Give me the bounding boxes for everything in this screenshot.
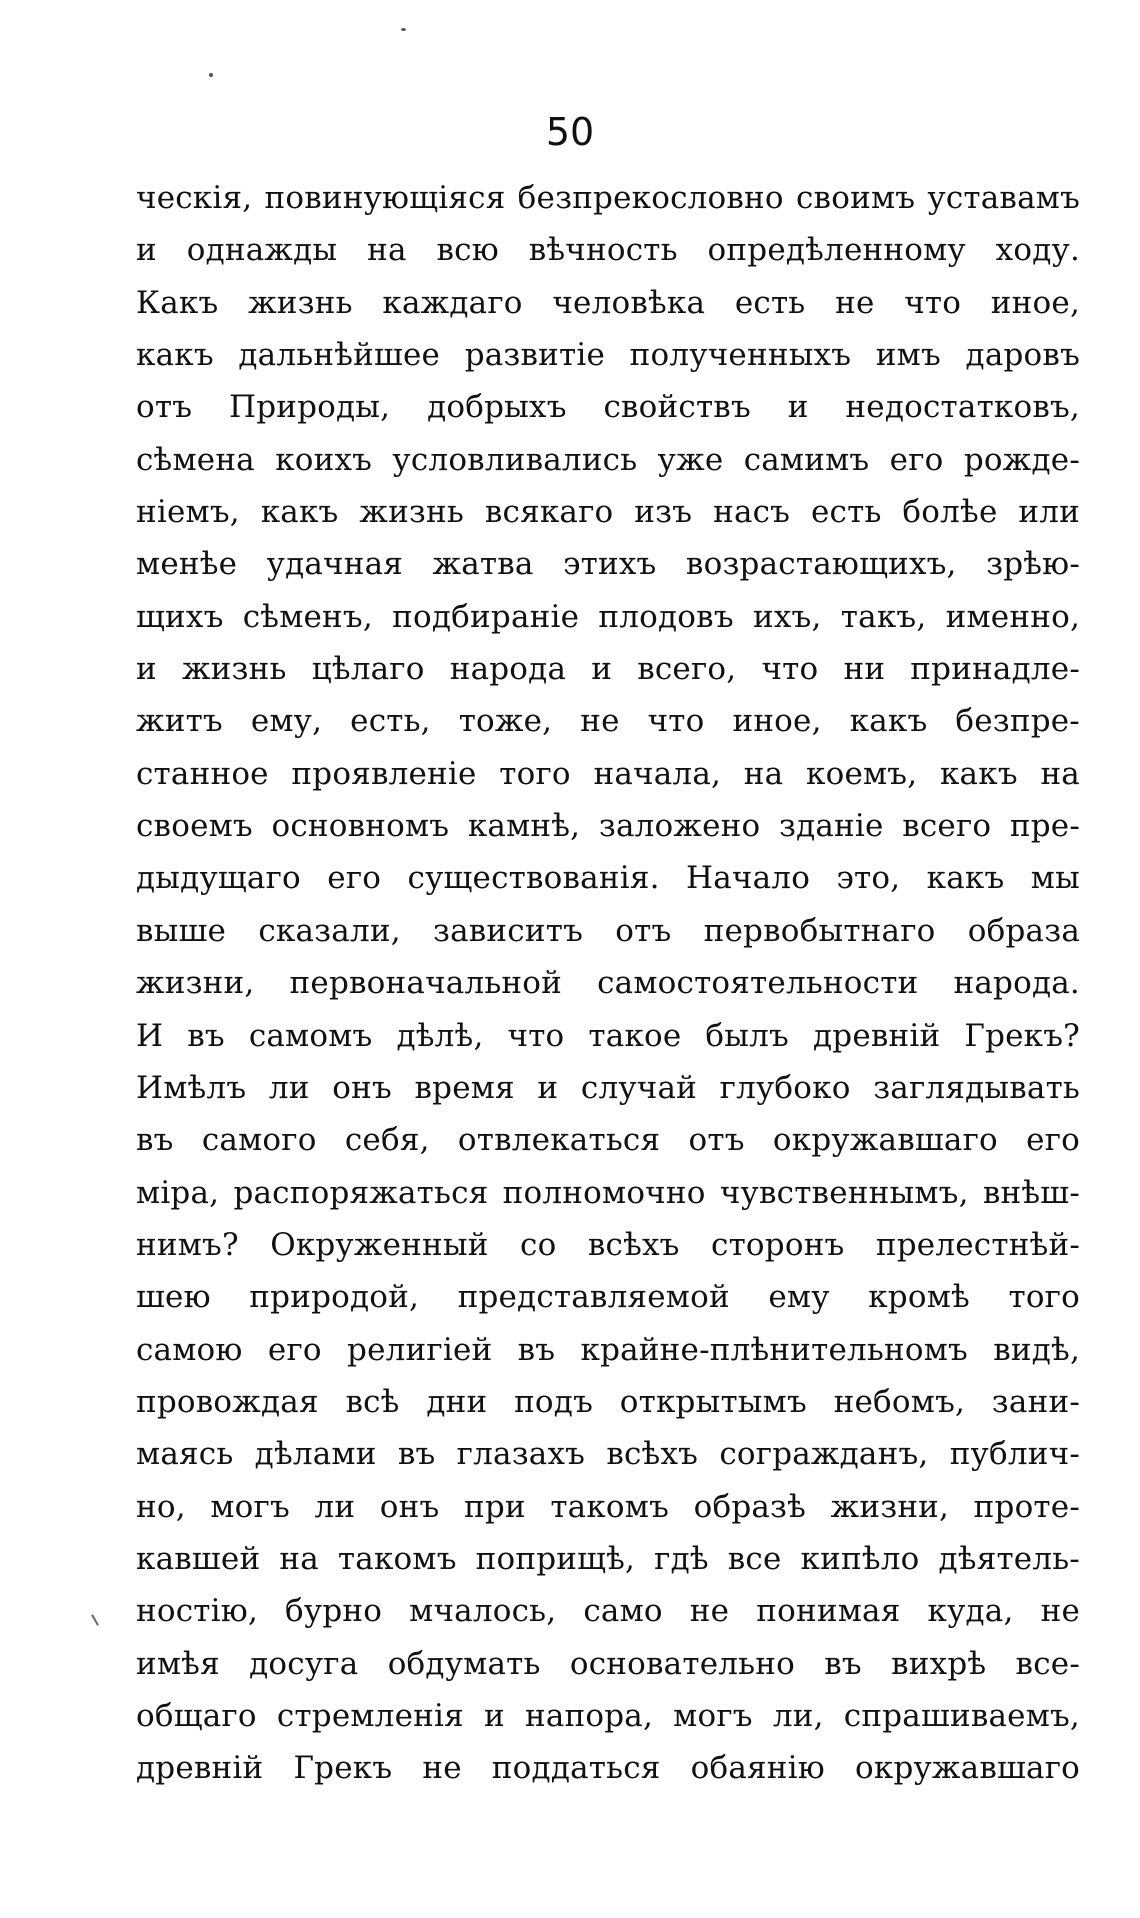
page-number: 50	[545, 110, 595, 154]
margin-mark	[91, 1614, 99, 1625]
text-line: маясь дѣлами въ глазахъ всѣхъ согражданъ, публич-	[136, 1436, 1080, 1473]
text-line: щихъ сѣменъ, подбираніе плодовъ ихъ, такъ, именно,	[136, 598, 1080, 635]
text-line: какъ дальнѣйшее развитіе полученныхъ имъ даровъ	[136, 337, 1080, 374]
text-line: И въ самомъ дѣлѣ, что такое былъ древній Грекъ?	[136, 1017, 1080, 1054]
text-line: міра, распоряжаться полномочно чувственнымъ, внѣш-	[136, 1174, 1080, 1211]
text-line: шею природой, представляемой ему кромѣ того	[136, 1279, 1080, 1316]
text-line: ніемъ, какъ жизнь всякаго изъ насъ есть болѣе или	[136, 494, 1080, 531]
text-line: самою его религіей въ крайне-плѣнительномъ видѣ,	[136, 1331, 1080, 1368]
body-text	[136, 172, 1080, 1795]
text-line: менѣе удачная жатва этихъ возрастающихъ, зрѣю-	[136, 546, 1080, 583]
text-line: Имѣлъ ли онъ время и случай глубоко заглядывать	[136, 1069, 1080, 1106]
text-line: жизни, первоначальной самостоятельности народа.	[136, 965, 1080, 1002]
text-line: но, могъ ли онъ при такомъ образѣ жизни, проте-	[136, 1488, 1080, 1525]
text-line: и жизнь цѣлаго народа и всего, что ни принадле-	[136, 651, 1080, 688]
text-line: имѣя досуга обдумать основательно въ вихрѣ все-	[136, 1645, 1080, 1682]
text-line: ностію, бурно мчалось, само не понимая куда, не	[136, 1593, 1080, 1630]
text-line: Какъ жизнь каждаго человѣка есть не что иное,	[136, 284, 1080, 321]
text-line: нимъ? Окруженный со всѣхъ сторонъ прелестнѣй-	[136, 1226, 1080, 1263]
text-line: древній Грекъ не поддаться обаянію окружавшаго	[136, 1750, 1080, 1787]
text-line: житъ ему, есть, тоже, не что иное, какъ безпре-	[136, 703, 1080, 740]
text-line: выше сказали, зависитъ отъ первобытнаго образа	[136, 912, 1080, 949]
text-line: дыдущаго его существованія. Начало это, какъ мы	[136, 860, 1080, 897]
text-line: общаго стремленія и напора, могъ ли, спрашиваемъ,	[136, 1697, 1080, 1734]
text-line: ческія, повинующіяся безпрекословно своимъ уставамъ	[136, 180, 1080, 216]
print-speck	[209, 73, 213, 77]
text-line: и однажды на всю вѣчность опредѣленному ходу.	[136, 232, 1080, 269]
text-line: сѣмена коихъ условливались уже самимъ его рожде-	[136, 441, 1080, 478]
print-speck	[401, 28, 406, 31]
text-line: въ самого себя, отвлекаться отъ окружавшаго его	[136, 1122, 1080, 1159]
text-line: своемъ основномъ камнѣ, заложено зданіе всего пре-	[136, 808, 1080, 845]
text-line: отъ Природы, добрыхъ свойствъ и недостатковъ,	[136, 389, 1080, 426]
text-line: кавшей на такомъ поприщѣ, гдѣ все кипѣло дѣятель-	[136, 1540, 1080, 1577]
text-line: станное проявленіе того начала, на коемъ, какъ на	[136, 755, 1080, 792]
text-line: провождая всѣ дни подъ открытымъ небомъ, зани-	[136, 1383, 1080, 1420]
